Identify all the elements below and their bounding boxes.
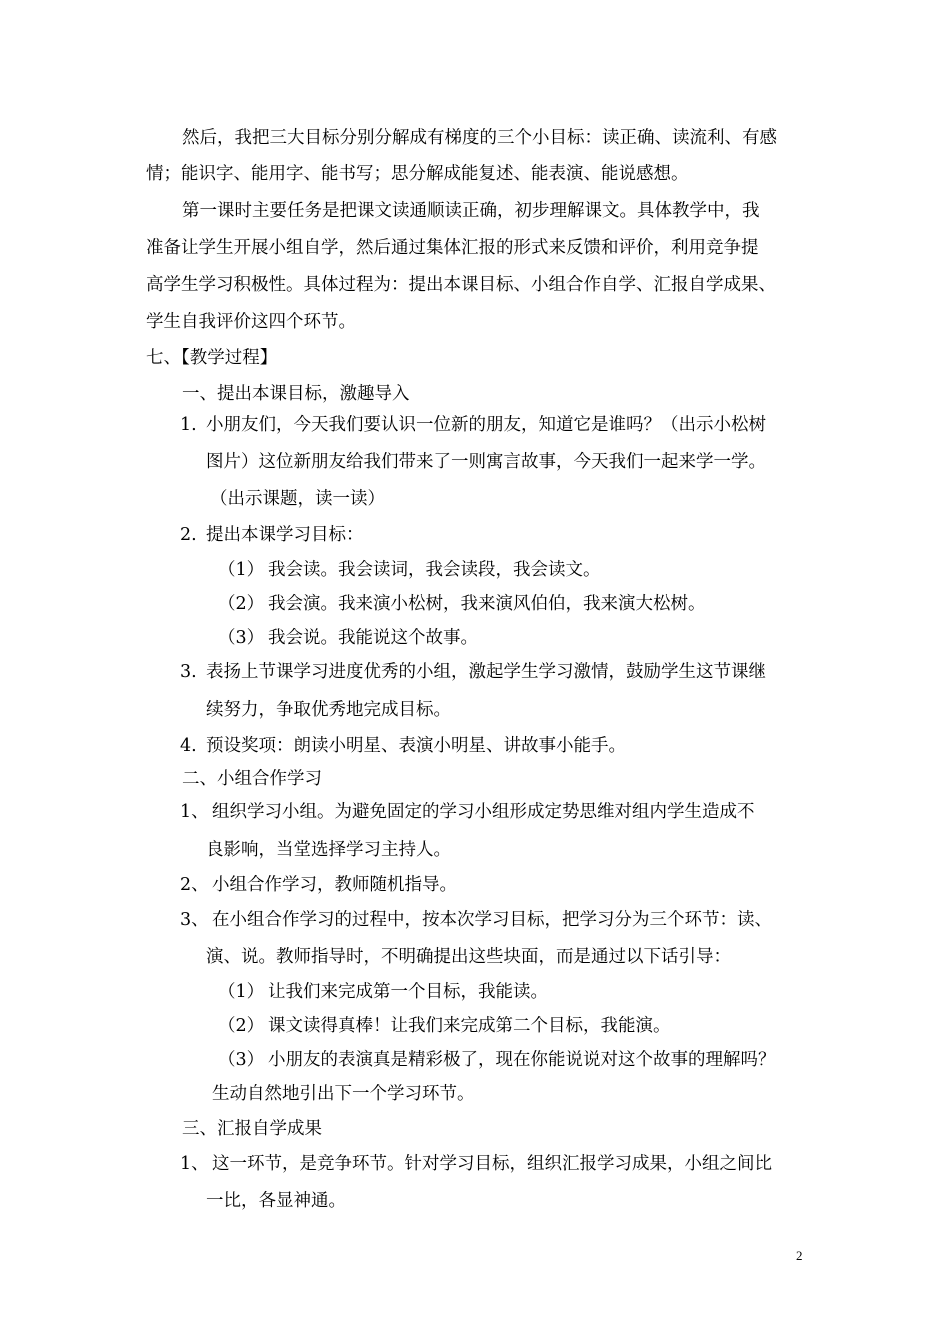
- list-item-line: 小朋友们，今天我们要认识一位新的朋友，知道它是谁吗？（出示小松树: [206, 415, 766, 435]
- paragraph-line: 然后，我把三大目标分别分解成有梯度的三个小目标：读正确、读流利、有感: [182, 128, 777, 148]
- list-item-line: 组织学习小组。为避免固定的学习小组形成定势思维对组内学生造成不: [212, 802, 755, 822]
- list-item-number: 1.: [180, 415, 197, 435]
- list-item-line: 一比，各显神通。: [206, 1191, 346, 1211]
- list-item-line: 良影响，当堂选择学习主持人。: [206, 840, 451, 860]
- sub-item-number: （3）: [218, 1050, 265, 1070]
- list-item-line: 续努力，争取优秀地完成目标。: [206, 700, 451, 720]
- section-heading: 七、【教学过程】: [146, 348, 278, 368]
- list-item-line: 预设奖项：朗读小明星、表演小明星、讲故事小能手。: [206, 736, 626, 756]
- list-item-line: 图片）这位新朋友给我们带来了一则寓言故事，今天我们一起来学一学。: [206, 452, 766, 472]
- subsection-heading: 三、汇报自学成果: [182, 1119, 322, 1139]
- paragraph-line: 准备让学生开展小组自学，然后通过集体汇报的形式来反馈和评价，利用竞争提: [146, 238, 759, 258]
- paragraph-line: 高学生学习积极性。具体过程为：提出本课目标、小组合作自学、汇报自学成果、: [146, 275, 776, 295]
- list-item-line: 小组合作学习，教师随机指导。: [212, 875, 457, 895]
- list-item-number: 2.: [180, 525, 197, 545]
- sub-item-number: （3）: [218, 628, 265, 648]
- sub-item-text: 我会演。我来演小松树，我来演风伯伯，我来演大松树。: [268, 594, 706, 614]
- subsection-heading: 二、小组合作学习: [182, 769, 322, 789]
- paragraph-line: 情；能识字、能用字、能书写；思分解成能复述、能表演、能说感想。: [146, 164, 689, 184]
- sub-item-number: （2）: [218, 594, 265, 614]
- sub-item-text: 让我们来完成第一个目标，我能读。: [268, 982, 548, 1002]
- list-item-number: 1、: [180, 802, 209, 822]
- list-item-number: 3、: [180, 910, 209, 930]
- list-item-line: 演、说。教师指导时，不明确提出这些块面，而是通过以下话引导：: [206, 947, 731, 967]
- list-item-line: 这一环节，是竞争环节。针对学习目标，组织汇报学习成果，小组之间比: [212, 1154, 772, 1174]
- sub-item-text: 生动自然地引出下一个学习环节。: [212, 1084, 475, 1104]
- sub-item-text: 我会读。我会读词，我会读段，我会读文。: [268, 560, 601, 580]
- sub-item-text: 我会说。我能说这个故事。: [268, 628, 478, 648]
- paragraph-line: 第一课时主要任务是把课文读通顺读正确，初步理解课文。具体教学中，我: [182, 201, 760, 221]
- list-item-line: 在小组合作学习的过程中，按本次学习目标，把学习分为三个环节：读、: [212, 910, 772, 930]
- list-item-line: 提出本课学习目标：: [206, 525, 364, 545]
- paragraph-line: 学生自我评价这四个环节。: [146, 312, 356, 332]
- list-item-number: 2、: [180, 875, 209, 895]
- subsection-heading: 一、提出本课目标，激趣导入: [182, 384, 410, 404]
- page-number: 2: [796, 1248, 803, 1263]
- sub-item-number: （2）: [218, 1016, 265, 1036]
- list-item-number: 4.: [180, 736, 197, 756]
- sub-item-number: （1）: [218, 560, 265, 580]
- sub-item-text: 小朋友的表演真是精彩极了，现在你能说说对这个故事的理解吗？: [268, 1050, 776, 1070]
- sub-item-text: 课文读得真棒！让我们来完成第二个目标，我能演。: [268, 1016, 671, 1036]
- sub-item-number: （1）: [218, 982, 265, 1002]
- list-item-number: 3.: [180, 662, 197, 682]
- list-item-line: （出示课题，读一读）: [210, 489, 385, 509]
- list-item-line: 表扬上节课学习进度优秀的小组，激起学生学习激情，鼓励学生这节课继: [206, 662, 766, 682]
- list-item-number: 1、: [180, 1154, 209, 1174]
